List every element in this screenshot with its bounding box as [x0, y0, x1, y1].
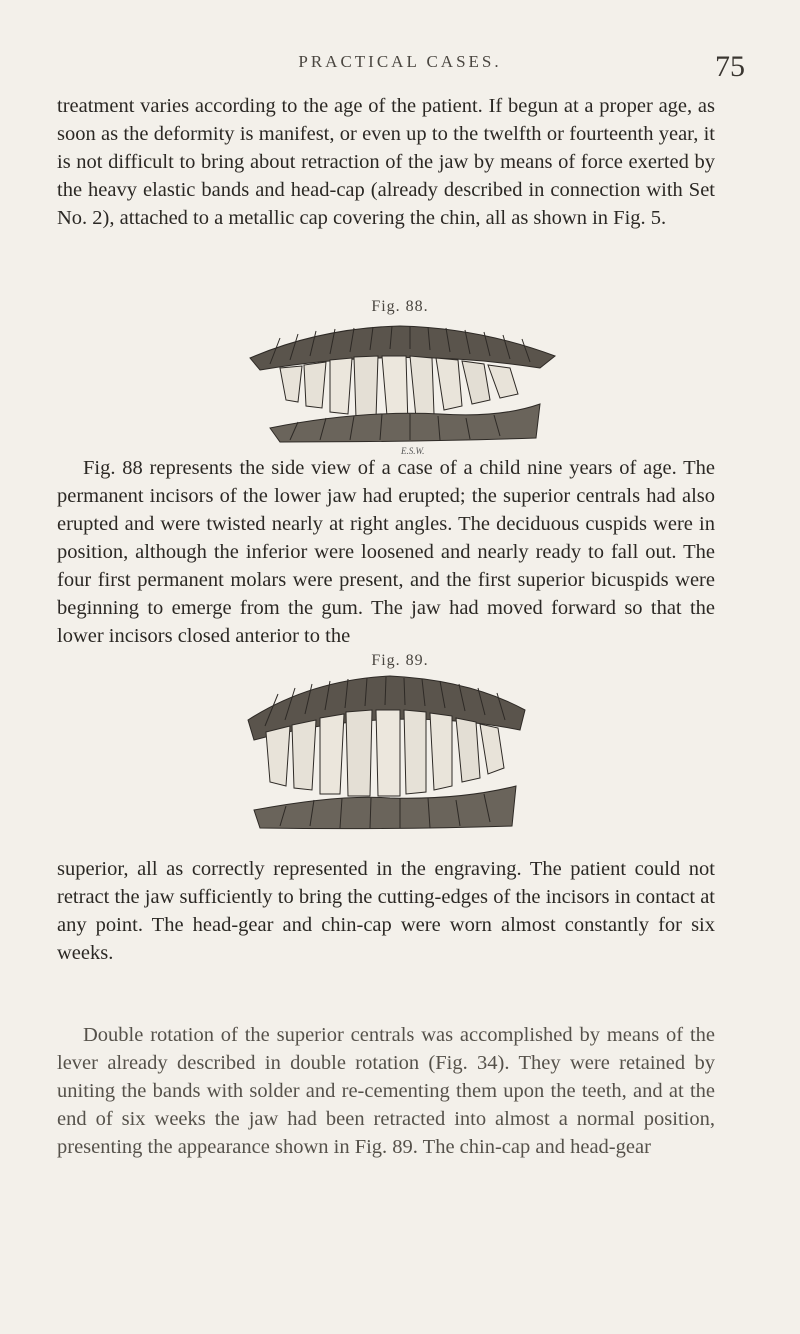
figure-88-caption: Fig. 88.	[371, 298, 429, 315]
engraver-signature: E.S.W.	[401, 446, 425, 456]
paragraph-1: treatment varies according to the age of the patient. If begun at a proper age, as soon as the deformity is manifest, or even up to the twelfth or fourteenth year, it is not difficult to bring about retraction of the jaw by means of force exerted by the heavy elastic bands and head-cap (already described in connection with Set No. 2), attached to a metallic cap covering the chin, all as shown in Fig. 5.	[57, 95, 715, 229]
paragraph-4: Double rotation of the superior centrals was accomplished by means of the lever already described in double rotation (Fig. 34). They were retained by uniting the bands with solder and re-cementing them upon the teeth, and at the end of six weeks the jaw had been retracted into almost a normal position, presenting the appearance shown in Fig. 89. The chin-cap and head-gear	[57, 1024, 715, 1158]
page-number: 75	[715, 50, 745, 83]
running-title: PRACTICAL CASES.	[298, 52, 502, 71]
figure-89-engraving	[240, 670, 530, 832]
paragraph-2: Fig. 88 represents the side view of a case of a child nine years of age. The permanent incisors of the lower jaw had erupted; the superior centrals had also erupted and were twisted nearly at right angles. The deciduous cuspids were in position, although the inferior were loosened and nearly ready to fall out. The four first permanent molars were present, and the first superior bicuspids were beginning to emerge from the gum. The jaw had moved forward so that the lower incisors closed anterior to the	[57, 457, 715, 647]
figure-89-caption: Fig. 89.	[371, 652, 429, 669]
figure-88-engraving	[240, 318, 560, 446]
paragraph-3: superior, all as correctly represented in the engraving. The patient could not retract the jaw sufficiently to bring the cutting-edges of the incisors in contact at any point. The head-gear and chin-cap were worn almost constantly for six weeks.	[57, 858, 715, 964]
